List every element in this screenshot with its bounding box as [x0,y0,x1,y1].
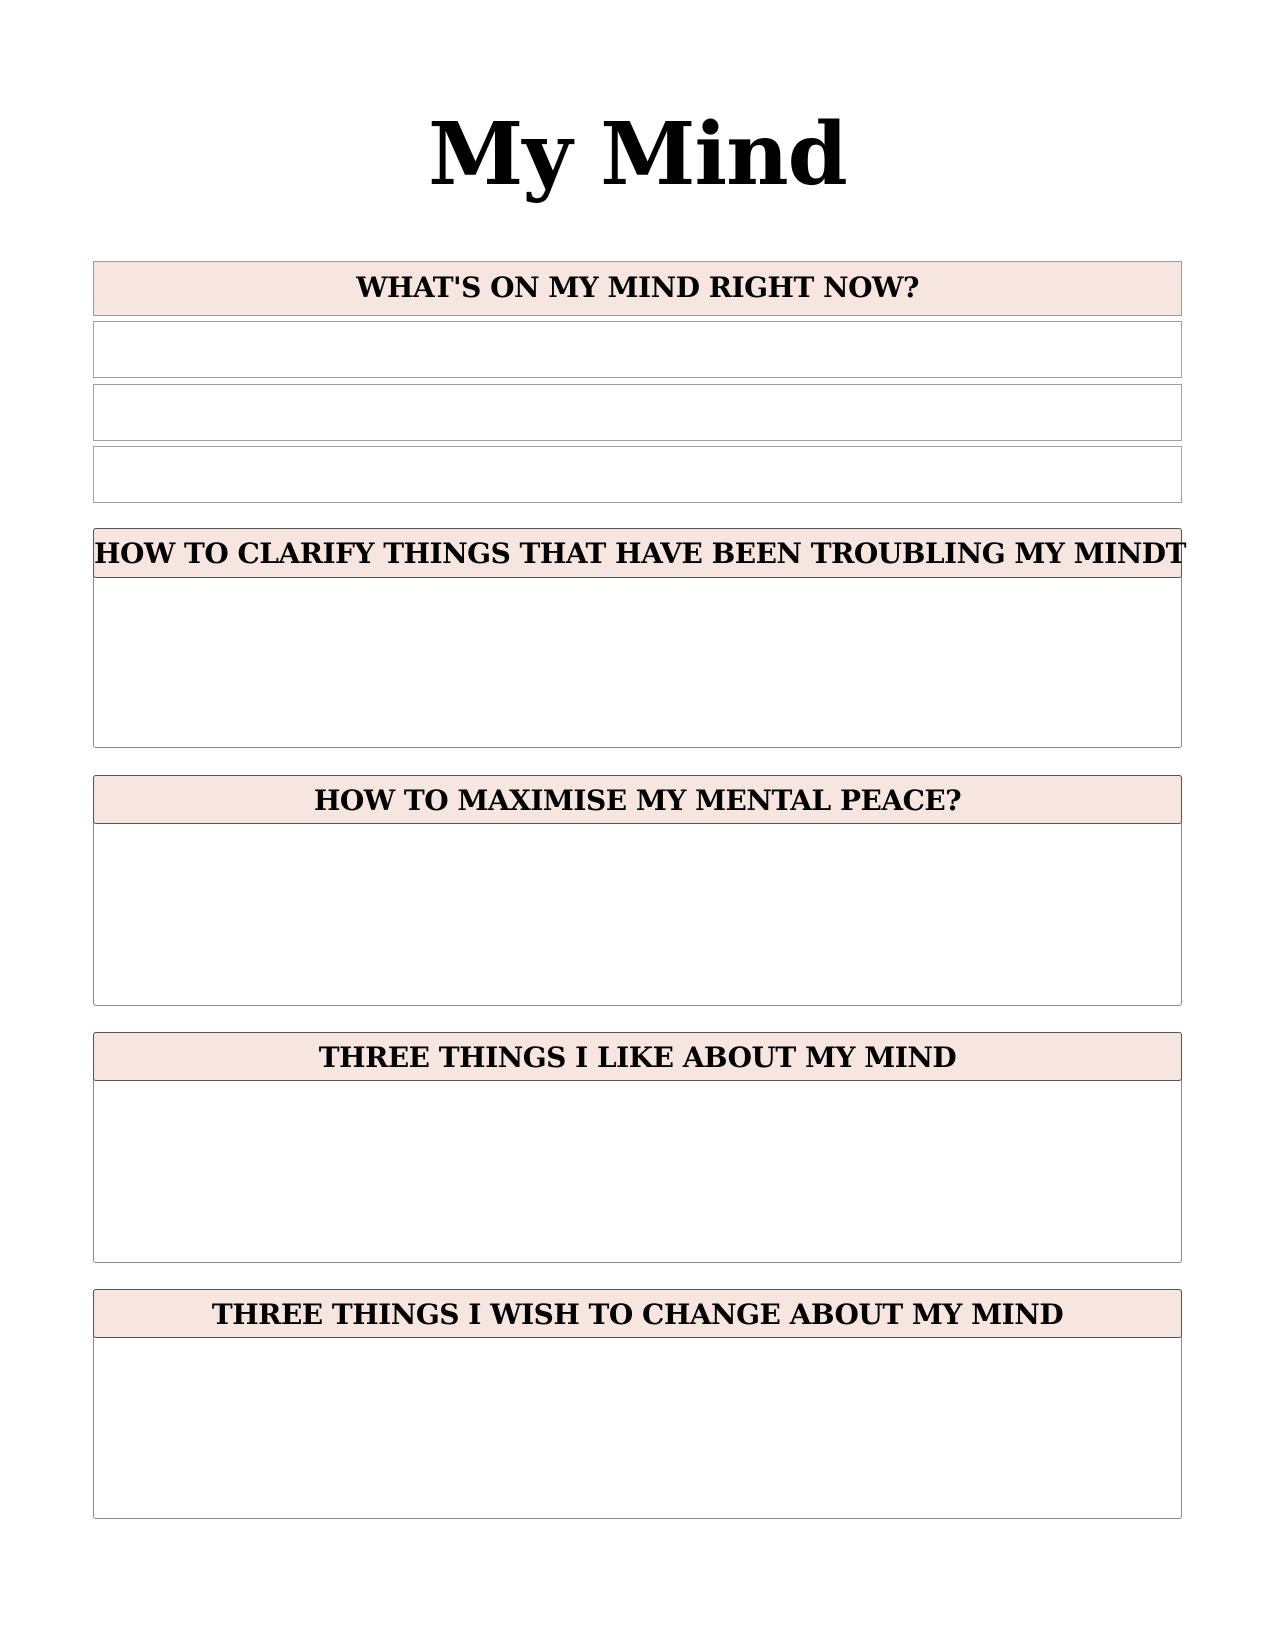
section-header-like-about-mind [93,1032,1182,1081]
section-header-mental-peace [93,775,1182,824]
answer-line-3[interactable] [93,446,1182,503]
section-heading-text: THREE THINGS I LIKE ABOUT MY MIND [318,1041,957,1074]
page-title: My Mind [428,104,847,205]
answer-line-2[interactable] [93,384,1182,441]
section-heading-text: HOW TO CLARIFY THINGS THAT HAVE BEEN TROUBLING MY MINDT [94,537,1186,570]
section-header-clarify [93,528,1186,578]
answer-line-1[interactable] [93,321,1182,378]
section-heading-text: WHAT'S ON MY MIND RIGHT NOW? [356,271,919,304]
section-header-change-about-mind [93,1289,1182,1338]
section-heading-text: THREE THINGS I WISH TO CHANGE ABOUT MY MIND [211,1298,1064,1331]
section-heading-text: HOW TO MAXIMISE MY MENTAL PEACE? [313,784,962,817]
section-header-whats-on-my-mind [93,261,1182,316]
